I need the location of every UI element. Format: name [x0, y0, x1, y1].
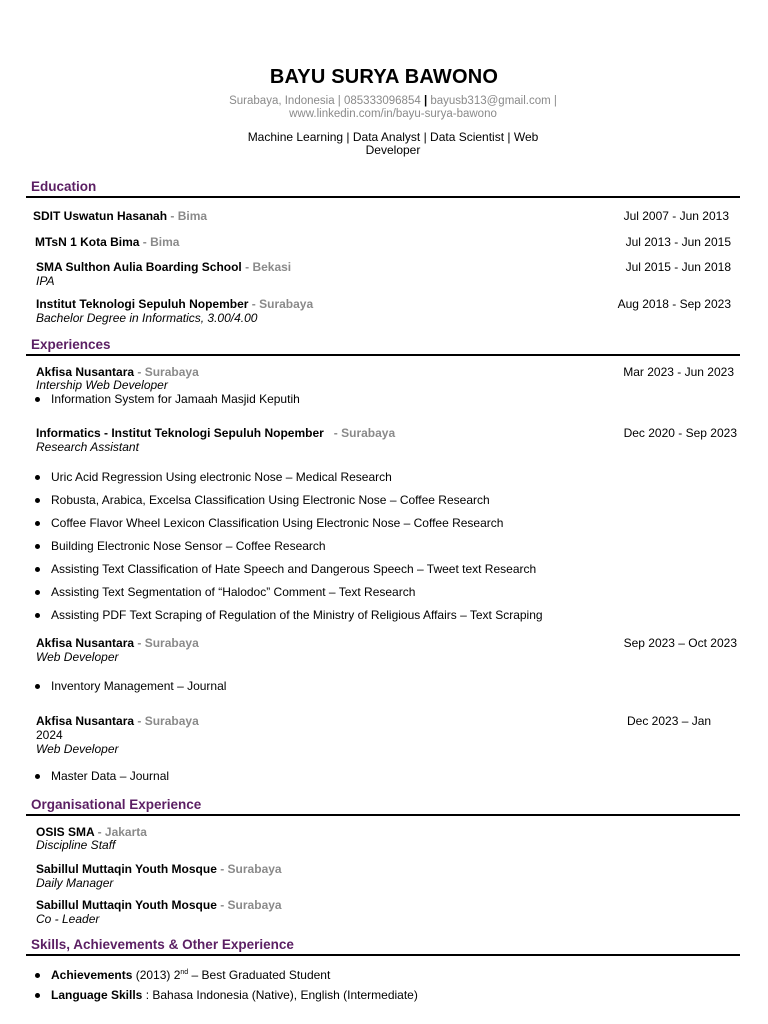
experience-dates: Dec 2023 – Jan — [627, 714, 712, 728]
education-school: MTsN 1 Kota Bima - Bima — [35, 235, 180, 249]
experience-dates: Dec 2020 - Sep 2023 — [623, 426, 737, 440]
section-title-skills: Skills, Achievements & Other Experience — [31, 937, 294, 952]
contact-separator: | — [423, 95, 428, 107]
experience-bullet: Uric Acid Regression Using electronic Nose – Medical Research — [51, 470, 392, 484]
education-detail: Bachelor Degree in Informatics, 3.00/4.00 — [36, 311, 258, 325]
org-experience-name: Sabillul Muttaqin Youth Mosque - Surabaya — [36, 862, 282, 876]
education-detail: IPA — [36, 274, 55, 288]
experience-org: Informatics - Institut Teknologi Sepuluh Nopember - Surabaya — [36, 426, 396, 440]
experience-bullet: Master Data – Journal — [51, 769, 170, 783]
experience-org: Akfisa Nusantara - Surabaya — [36, 365, 199, 379]
contact-linkedin: www.linkedin.com/in/bayu-surya-bawono — [289, 108, 497, 120]
contact-line — [0, 95, 768, 107]
experience-org: Akfisa Nusantara - Surabaya — [36, 636, 199, 650]
tagline-line1: Machine Learning | Data Analyst | Data Scientist | Web — [247, 130, 539, 144]
section-divider — [26, 354, 740, 356]
section-divider — [26, 954, 740, 956]
experience-bullet: Information System for Jamaah Masjid Keputih — [51, 392, 300, 406]
experience-dates-continued: 2024 — [36, 728, 63, 742]
contact-email: bayusb313@gmail.com | — [427, 95, 557, 107]
experience-bullet: Robusta, Arabica, Excelsa Classification Using Electronic Nose – Coffee Research — [51, 493, 490, 507]
candidate-name: BAYU SURYA BAWONO — [269, 66, 499, 88]
org-experience-role: Co - Leader — [36, 912, 100, 926]
org-experience-name: OSIS SMA - Jakarta — [36, 825, 147, 839]
org-experience-role: Daily Manager — [36, 876, 114, 890]
experience-role: Research Assistant — [36, 440, 139, 454]
experience-bullet: Coffee Flavor Wheel Lexicon Classification Using Electronic Nose – Coffee Research — [51, 516, 504, 530]
education-dates: Jul 2007 - Jun 2013 — [623, 209, 729, 223]
section-title-experiences: Experiences — [31, 337, 111, 352]
education-school: SDIT Uswatun Hasanah - Bima — [33, 209, 208, 223]
education-dates: Aug 2018 - Sep 2023 — [617, 297, 731, 311]
skills-achievements: Achievements (2013) 2nd – Best Graduated Student — [51, 968, 331, 982]
experience-bullet: Assisting Text Classification of Hate Speech and Dangerous Speech – Tweet text Research — [51, 562, 537, 576]
experience-bullet: Assisting PDF Text Scraping of Regulation of the Ministry of Religious Affairs – Text Scraping — [51, 608, 543, 622]
education-school: Institut Teknologi Sepuluh Nopember - Surabaya — [36, 297, 314, 311]
experience-role: Intership Web Developer — [36, 378, 168, 392]
section-divider — [26, 814, 740, 816]
contact-address-phone: Surabaya, Indonesia | 085333096854 — [229, 95, 424, 107]
section-title-organisational: Organisational Experience — [31, 797, 202, 812]
experience-bullet: Building Electronic Nose Sensor – Coffee Research — [51, 539, 326, 553]
org-experience-role: Discipline Staff — [36, 838, 116, 852]
experience-dates: Mar 2023 - Jun 2023 — [623, 365, 734, 379]
education-dates: Jul 2015 - Jun 2018 — [625, 260, 731, 274]
skills-languages: Language Skills : Bahasa Indonesia (Native), English (Intermediate) — [51, 988, 418, 1002]
experience-bullet: Assisting Text Segmentation of “Halodoc” Comment – Text Research — [51, 585, 416, 599]
tagline-line2: Developer — [365, 143, 421, 157]
section-divider — [26, 196, 740, 198]
section-title-education: Education — [31, 179, 97, 194]
experience-org: Akfisa Nusantara - Surabaya — [36, 714, 199, 728]
education-dates: Jul 2013 - Jun 2015 — [625, 235, 731, 249]
org-experience-name: Sabillul Muttaqin Youth Mosque - Surabaya — [36, 898, 282, 912]
experience-dates: Sep 2023 – Oct 2023 — [623, 636, 737, 650]
experience-role: Web Developer — [36, 742, 119, 756]
education-school: SMA Sulthon Aulia Boarding School - Bekasi — [36, 260, 292, 274]
experience-role: Web Developer — [36, 650, 119, 664]
experience-bullet: Inventory Management – Journal — [51, 679, 227, 693]
